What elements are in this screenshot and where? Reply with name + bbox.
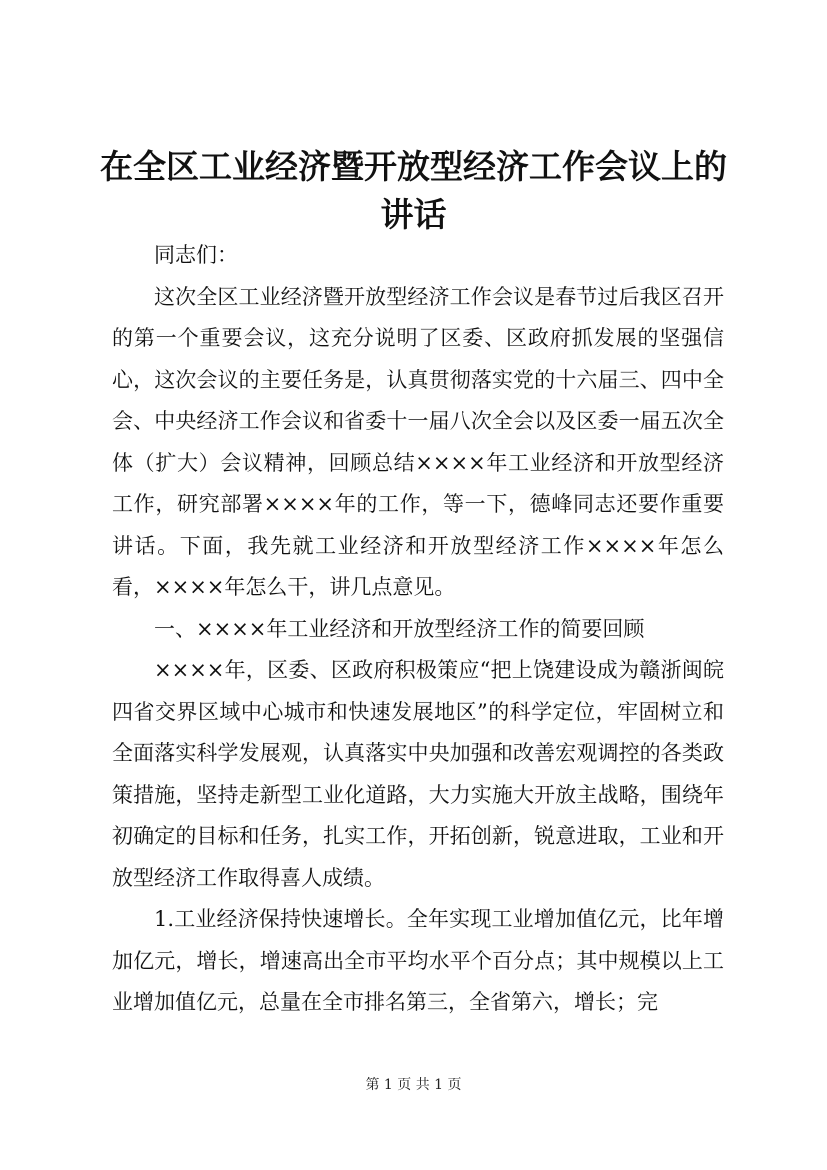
intro-paragraph: 这次全区工业经济暨开放型经济工作会议是春节过后我区召开的第一个重要会议，这充分说明了区委、区政府抓发展的坚强信心，这次会议的主要任务是，认真贯彻落实党的十六届三、四中全会、中央经济工作会议和省委十一届八次全会以及区委一届五次全体（扩大）会议精神，回顾总结××××年工业经济和开放型经济工作，研究部署××××年的工作，等一下，德峰同志还要作重要讲话。下面，我先就工业经济和开放型经济工作××××年怎么看，××××年怎么干，讲几点意见。 [112, 284, 724, 599]
review-paragraph: ××××年，区委、区政府积极策应“把上饶建设成为赣浙闽皖四省交界区域中心城市和快速发展地区”的科学定位，牢固树立和全面落实科学发展观，认真落实中央加强和改善宏观调控的各类政策措施，坚持走新型工业化道路，大力实施大开放主战略，围绕年初确定的目标和任务，扎实工作，开拓创新，锐意进取，工业和开放型经济工作取得喜人成绩。 [112, 658, 724, 890]
document-title: 在全区工业经济暨开放型经济工作会议上的讲话 [100, 147, 727, 234]
salutation-paragraph: 同志们： [154, 243, 238, 267]
document-body [112, 235, 724, 1024]
industrial-growth-paragraph: 1.工业经济保持快速增长。全年实现工业增加值亿元，比年增加亿元，增长，增速高出全市平均水平个百分点；其中规模以上工业增加值亿元，总量在全市排名第三，全省第六，增长；完 [112, 907, 724, 1014]
page-footer: 第 1 页 共 1 页 [365, 1077, 462, 1093]
section-heading-1: 一、××××年工业经济和开放型经济工作的简要回顾 [154, 616, 645, 641]
